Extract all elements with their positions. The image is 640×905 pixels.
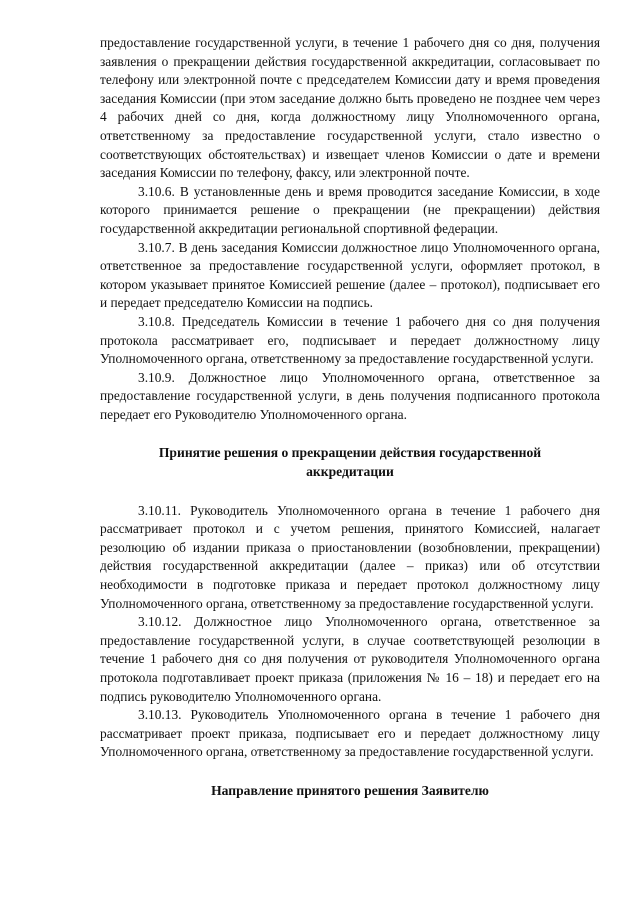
paragraph-3-10-8: 3.10.8. Председатель Комиссии в течение 1 рабочего дня со дня получения протокола рассматривает его, подписывает и передает должностному лицу Уполномоченного органа, ответственному за предоставление государственной услуги. xyxy=(100,313,600,367)
section-heading-decision: Принятие решения о прекращении действия государственной аккредитации xyxy=(158,445,542,480)
paragraph-3-10-7: 3.10.7. В день заседания Комиссии должностное лицо Уполномоченного органа, ответственное за предоставление государственной услуги, оформляет протокол, в котором указывает принятое Комиссией решение (далее – протокол), подписывает его и передает председателю Комиссии на подпись. xyxy=(100,239,600,311)
paragraph-3-10-11: 3.10.11. Руководитель Уполномоченного органа в течение 1 рабочего дня рассматривает протокол и с учетом решения, принятого Комиссией, налагает резолюцию об издании приказа о приостановлении (возобновлении, прекращении) действия государственной аккредитации (далее – приказ) или об отсутствии необходимости в подготовке приказа и передает протокол должностному лицу Уполномоченного органа, ответственному за предоставление государственной услуги. xyxy=(100,502,600,611)
paragraph-3-10-12: 3.10.12. Должностное лицо Уполномоченного органа, ответственное за предоставление государственной услуги, в случае соответствующей резолюции в течение 1 рабочего дня со дня получения от руководителя Уполномоченного органа протокола подготавливает проект приказа (приложения № 16 – 18) и передает его на подпись руководителю Уполномоченного органа. xyxy=(100,614,600,704)
paragraph-3-10-9: 3.10.9. Должностное лицо Уполномоченного органа, ответственное за предоставление государственной услуги, в день получения подписанного протокола передает его Руководителю Уполномоченного органа. xyxy=(100,369,600,422)
section-heading-notification: Направление принятого решения Заявителю xyxy=(211,782,489,798)
paragraph-3-10-6: 3.10.6. В установленные день и время проводится заседание Комиссии, в ходе которого принимается решение о прекращении (не прекращении) действия государственной аккредитации региональной спортивной федерации. xyxy=(100,183,600,236)
paragraph-continuation: предоставление государственной услуги, в течение 1 рабочего дня со дня, получения заявления о прекращении действия государственной аккредитации, согласовывает по телефону или электронной почте с председателем Комиссии дату и время проведения заседания Комиссии (при этом заседание должно быть проведено не позднее чем через 4 рабочих дней со дня, когда должностному лицу Уполномоченного органа, ответственному за предоставление государственной услуги, стало известно о соответствующих обстоятельствах) и извещает членов Комиссии о дате и времени заседания Комиссии по телефону, факсу, или электронной почте. xyxy=(100,35,600,181)
paragraph-3-10-13: 3.10.13. Руководитель Уполномоченного органа в течение 1 рабочего дня рассматривает проект приказа, подписывает его и передает должностному лицу Уполномоченного органа, ответственному за предоставление государственной услуги. xyxy=(100,707,600,760)
document-page xyxy=(100,34,600,801)
